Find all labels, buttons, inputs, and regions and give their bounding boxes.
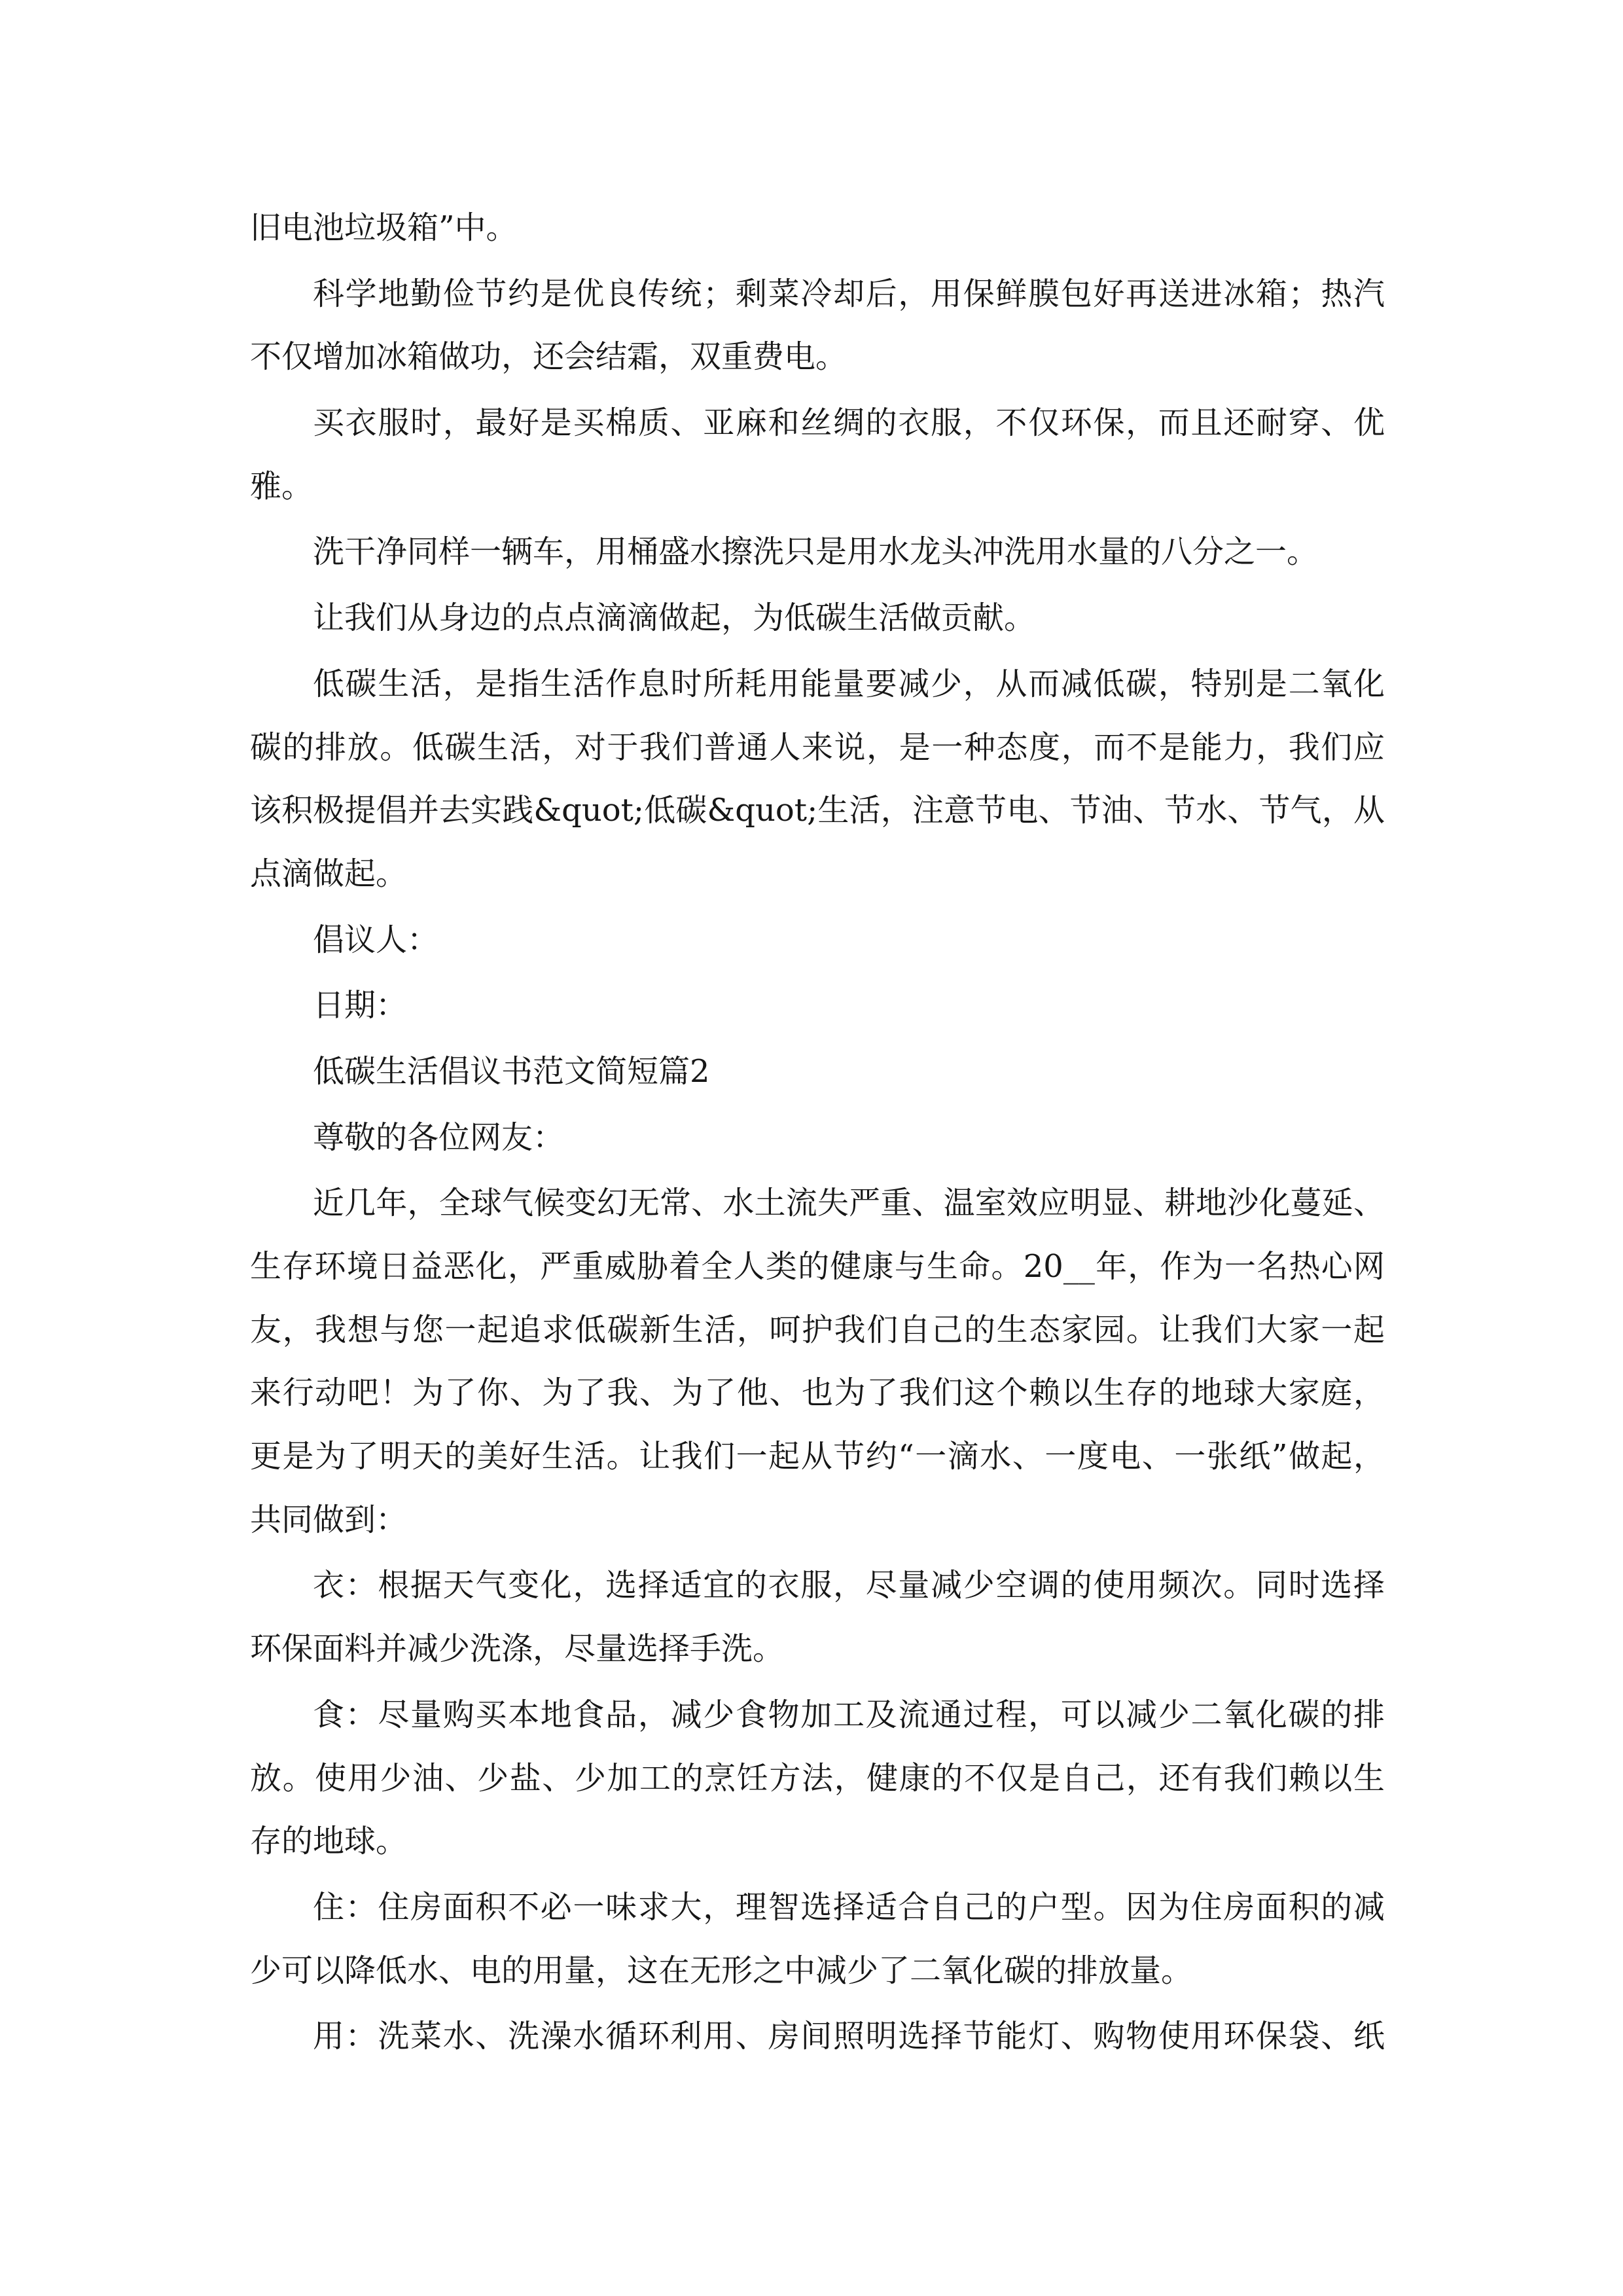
text-line: 日期：: [313, 987, 408, 1024]
text-line: 环保面料并减少洗涤，尽量选择手洗。: [250, 1630, 785, 1668]
paragraph: [250, 653, 1385, 906]
text-line: 倡议人：: [313, 921, 439, 958]
text-line: 尊敬的各位网友：: [313, 1119, 565, 1156]
text-line: 存的地球。: [250, 1823, 408, 1860]
text-line: 共同做到：: [250, 1501, 408, 1538]
paragraph: [250, 262, 1385, 389]
text-line: 碳的排放。低碳生活，对于我们普通人来说，是一种态度，而不是能力，我们应: [250, 728, 1385, 766]
text-line: 不仅增加冰箱做功，还会结霜，双重费电。: [250, 338, 847, 376]
text-line: 更是为了明天的美好生活。让我们一起从节约“一滴水、一度电、一张纸”做起，: [250, 1438, 1385, 1475]
text-line: 低碳生活倡议书范文简短篇2: [313, 1052, 710, 1090]
text-line: 洗干净同样一辆车，用桶盛水擦洗只是用水龙头冲洗用水量的八分之一。: [313, 533, 1319, 571]
text-line: 用：洗菜水、洗澡水循环利用、房间照明选择节能灯、购物使用环保袋、纸: [313, 2018, 1385, 2055]
paragraph: [250, 1172, 1385, 1551]
text-line: 买衣服时，最好是买棉质、亚麻和丝绸的衣服，不仅环保，而且还耐穿、优: [313, 404, 1385, 442]
date-line: [250, 974, 1385, 1037]
paragraph: [250, 196, 1385, 260]
text-line: 放。使用少油、少盐、少加工的烹饪方法，健康的不仅是自己，还有我们赖以生: [250, 1759, 1385, 1797]
signature-line: [250, 908, 1385, 972]
text-line: 让我们从身边的点点滴滴做起，为低碳生活做贡献。: [313, 600, 1036, 637]
text-line: 点滴做起。: [250, 855, 408, 892]
text-line: 旧电池垃圾箱”中。: [250, 209, 518, 246]
document-body: [250, 196, 1385, 2071]
paragraph: [250, 2005, 1385, 2068]
paragraph: [250, 1876, 1385, 2002]
text-line: 食：尽量购买本地食品，减少食物加工及流通过程，可以减少二氧化碳的排: [313, 1696, 1385, 1733]
section-heading: [250, 1040, 1385, 1103]
text-line: 生存环境日益恶化，严重威胁着全人类的健康与生命。20__年，作为一名热心网: [250, 1248, 1385, 1285]
text-line: 近几年，全球气候变幻无常、水土流失严重、温室效应明显、耕地沙化蔓延、: [313, 1185, 1385, 1222]
salutation: [250, 1106, 1385, 1170]
text-line: 该积极提倡并去实践&quot;低碳&quot;生活，注意节电、节油、节水、节气，从: [250, 792, 1385, 829]
text-line: 科学地勤俭节约是优良传统；剩菜冷却后，用保鲜膜包好再送进冰箱；热汽: [313, 275, 1385, 312]
text-line: 友，我想与您一起追求低碳新生活，呵护我们自己的生态家园。让我们大家一起: [250, 1311, 1385, 1348]
text-line: 来行动吧！为了你、为了我、为了他、也为了我们这个赖以生存的地球大家庭，: [250, 1374, 1385, 1412]
text-line: 少可以降低水、电的用量，这在无形之中减少了二氧化碳的排放量。: [250, 1952, 1193, 1989]
paragraph: [250, 391, 1385, 518]
paragraph: [250, 520, 1385, 584]
text-line: 住：住房面积不必一味求大，理智选择适合自己的户型。因为住房面积的减: [313, 1888, 1385, 1926]
text-line: 雅。: [250, 467, 313, 505]
paragraph: [250, 1554, 1385, 1680]
text-line: 衣：根据天气变化，选择适宜的衣服，尽量减少空调的使用频次。同时选择: [313, 1567, 1385, 1604]
paragraph: [250, 1683, 1385, 1873]
text-line: 低碳生活，是指生活作息时所耗用能量要减少，从而减低碳，特别是二氧化: [313, 665, 1385, 702]
paragraph: [250, 586, 1385, 650]
